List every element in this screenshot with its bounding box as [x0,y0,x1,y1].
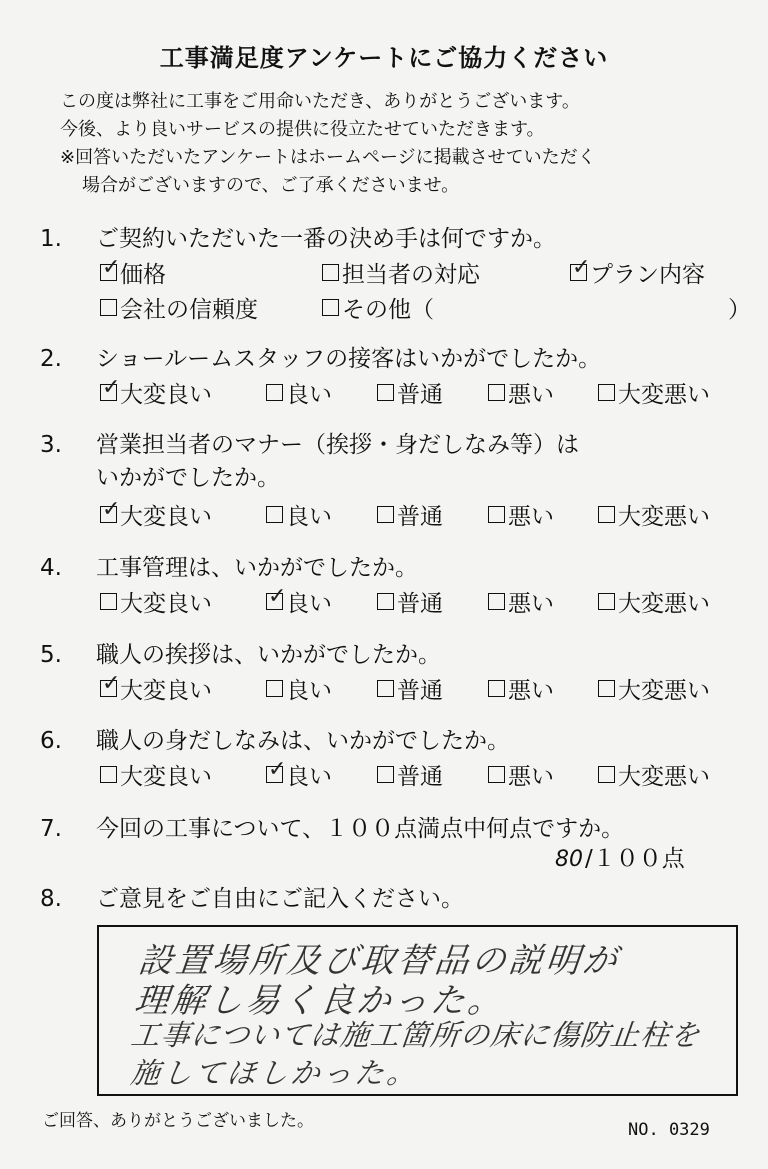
question-3 [40,426,579,492]
checkbox-icon[interactable] [488,766,505,783]
question-text: 職人の身だしなみは、いかがでしたか。 [96,728,510,754]
option-very-good[interactable] [100,376,212,409]
option-very-bad[interactable] [598,672,710,705]
checkbox-icon[interactable] [322,299,339,316]
option-normal[interactable] [377,585,443,618]
checkbox-icon[interactable] [377,506,394,523]
question-number: 8. [40,886,62,912]
check-mark-icon: ✓ [102,375,121,400]
option-label: 会社の信頼度 [120,297,258,323]
checkbox-icon[interactable] [322,264,339,281]
option-label: その他（ [342,297,434,323]
checkbox-icon[interactable] [377,680,394,697]
option-very-good[interactable] [100,758,212,791]
score-suffix: /１００点 [585,846,685,872]
check-mark-icon: ✓ [102,671,121,696]
option-label: 普通 [397,764,443,790]
intro-line: ※回答いただいたアンケートはホームページに掲載させていただく [60,147,596,168]
intro-line: 場合がございますので、ご了承くださいませ。 [82,175,460,196]
option-bad[interactable] [488,758,554,791]
option-label: 大変良い [120,764,212,790]
option-label: 担当者の対応 [342,262,480,288]
checkbox-icon[interactable] [266,384,283,401]
question-2 [40,340,601,373]
option-label: 悪い [508,678,554,704]
question-7 [40,810,624,843]
option-label: 普通 [397,382,443,408]
option-bad[interactable] [488,376,554,409]
option-other-close [728,291,751,324]
option-label: 悪い [508,382,554,408]
checkbox-icon[interactable] [377,766,394,783]
question-5 [40,636,441,669]
check-mark-icon: ✓ [102,255,121,280]
check-mark-icon: ✓ [268,757,287,782]
checkbox-icon[interactable] [100,593,117,610]
option-label: 大変良い [120,591,212,617]
checkbox-icon[interactable] [266,680,283,697]
score-value[interactable]: 80 [555,847,583,872]
option-good[interactable] [266,758,332,791]
checkbox-icon[interactable] [266,506,283,523]
question-number: 6. [40,728,62,754]
option-label: 大変良い [120,504,212,530]
option-label: 悪い [508,764,554,790]
option-label: 価格 [120,262,166,288]
question-text: 工事管理は、いかがでしたか。 [96,555,418,581]
question-number: 2. [40,346,62,372]
option-very-good[interactable] [100,585,212,618]
option-label: 大変悪い [618,678,710,704]
question-text-cont: いかがでしたか。 [96,465,280,491]
checkbox-icon[interactable] [598,680,615,697]
comment-line: 理解し易く良かった。 [132,981,507,1021]
option-very-good[interactable] [100,498,212,531]
option-very-bad[interactable] [598,376,710,409]
question-8 [40,880,464,913]
option-label: 悪い [508,504,554,530]
checkbox-icon[interactable] [100,497,121,523]
question-1 [40,220,556,253]
checkbox-icon[interactable] [598,593,615,610]
comment-line: 施してほしかった。 [129,1056,421,1090]
option-label: 良い [286,591,332,617]
question-number: 3. [40,432,62,458]
check-mark-icon: ✓ [268,584,287,609]
page-title: 工事満足度アンケートにご協力ください [159,44,609,72]
option-bad[interactable] [488,498,554,531]
option-label: ） [728,297,751,323]
option-very-bad[interactable] [598,758,710,791]
option-good[interactable] [266,672,332,705]
option-label: 大変悪い [618,764,710,790]
question-6 [40,722,510,755]
question-text: ご契約いただいた一番の決め手は何ですか。 [96,226,556,252]
check-mark-icon: ✓ [572,255,591,280]
checkbox-icon[interactable] [598,766,615,783]
checkbox-icon[interactable] [570,255,591,281]
comment-box[interactable] [97,925,738,1096]
option-good[interactable] [266,498,332,531]
option-label: 普通 [397,591,443,617]
option-normal[interactable] [377,672,443,705]
checkbox-icon[interactable] [100,255,121,281]
question-text: 職人の挨拶は、いかがでしたか。 [96,642,441,668]
option-normal[interactable] [377,376,443,409]
checkbox-icon[interactable] [488,680,505,697]
option-label: 良い [286,382,332,408]
option-label: 良い [286,678,332,704]
checkbox-icon[interactable] [488,506,505,523]
option-label: 普通 [397,678,443,704]
document-number: NO. 0329 [628,1120,710,1140]
question-number: 1. [40,226,62,252]
intro-text [60,88,596,200]
option-normal[interactable] [377,758,443,791]
score-field[interactable] [555,840,685,873]
intro-line: 今後、より良いサービスの提供に役立たせていただきます。 [60,119,545,140]
option-very-bad[interactable] [598,585,710,618]
option-label: 良い [286,764,332,790]
option-good[interactable] [266,376,332,409]
checkbox-icon[interactable] [100,299,117,316]
checkbox-icon[interactable] [266,757,287,783]
question-text: 営業担当者のマナー（挨拶・身だしなみ等）は [96,432,579,458]
option-label: 普通 [397,504,443,530]
checkbox-icon[interactable] [100,766,117,783]
question-number: 7. [40,816,62,842]
checkbox-icon[interactable] [377,384,394,401]
question-text: ご意見をご自由にご記入ください。 [96,886,464,912]
option-price[interactable] [100,256,166,289]
option-label: 大変悪い [618,382,710,408]
footer-thanks: ご回答、ありがとうございました。 [42,1111,314,1131]
intro-line: この度は弊社に工事をご用命いただき、ありがとうございます。 [60,91,580,112]
option-label: 大変悪い [618,591,710,617]
checkbox-icon[interactable] [100,375,121,401]
option-company-trust[interactable] [100,291,258,324]
checkbox-icon[interactable] [598,384,615,401]
option-plan[interactable] [570,256,705,289]
option-staff-response[interactable] [322,256,480,289]
option-label: 大変良い [120,382,212,408]
check-mark-icon: ✓ [102,497,121,522]
question-number: 5. [40,642,62,668]
question-4 [40,549,418,582]
checkbox-icon[interactable] [100,671,121,697]
checkbox-icon[interactable] [488,384,505,401]
option-very-good[interactable] [100,672,212,705]
option-label: 大変良い [120,678,212,704]
question-number: 4. [40,555,62,581]
checkbox-icon[interactable] [377,593,394,610]
option-label: 悪い [508,591,554,617]
option-bad[interactable] [488,672,554,705]
comment-line: 工事については施工箇所の床に傷防止柱を [129,1018,703,1052]
option-label: プラン内容 [590,262,705,288]
checkbox-icon[interactable] [598,506,615,523]
checkbox-icon[interactable] [488,593,505,610]
option-other[interactable] [322,291,434,324]
option-label: 良い [286,504,332,530]
checkbox-icon[interactable] [266,584,287,610]
question-text: 今回の工事について、１００点満点中何点ですか。 [96,816,625,842]
option-good[interactable] [266,585,332,618]
option-normal[interactable] [377,498,443,531]
question-text: ショールームスタッフの接客はいかがでしたか。 [96,346,602,372]
comment-line: 設置場所及び取替品の説明が [136,941,622,981]
option-bad[interactable] [488,585,554,618]
option-very-bad[interactable] [598,498,710,531]
option-label: 大変悪い [618,504,710,530]
